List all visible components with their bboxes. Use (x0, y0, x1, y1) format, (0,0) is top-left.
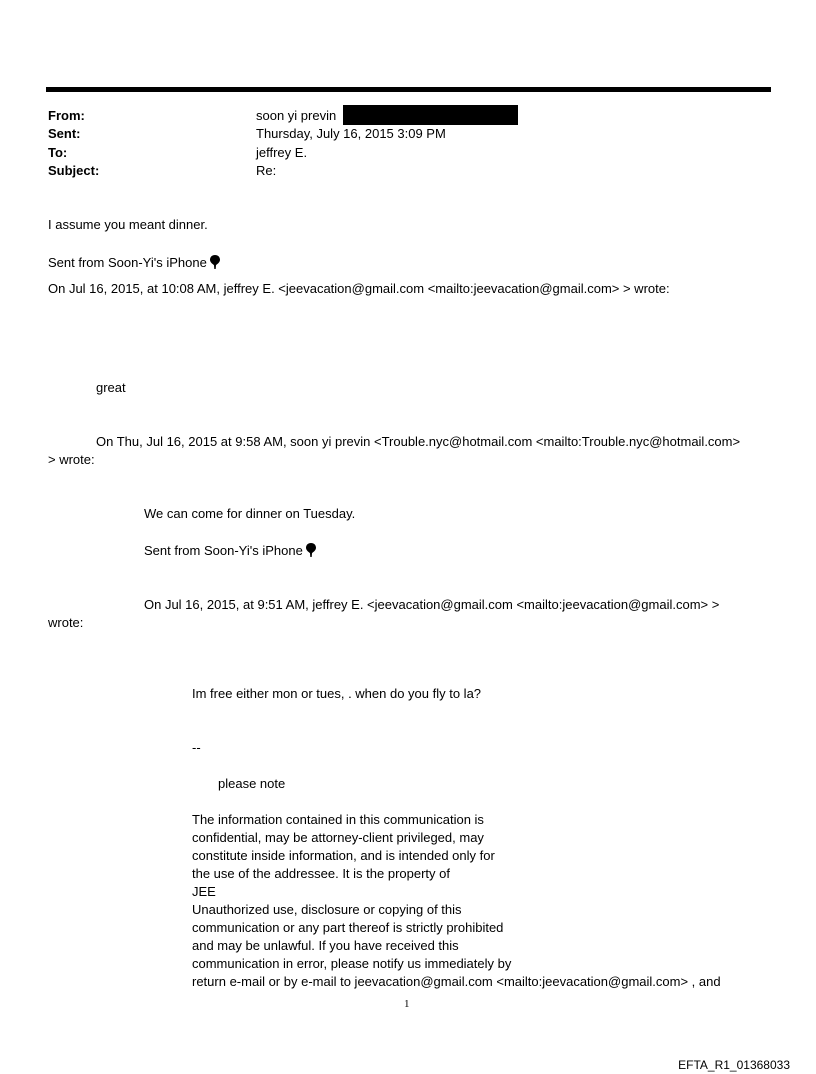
disclaimer-line: and may be unlawful. If you have received this (192, 938, 459, 953)
map-pin-icon (210, 255, 220, 269)
page-number: 1 (404, 998, 410, 1010)
reply-great: great (96, 380, 126, 395)
disclaimer-line: The information contained in this communication is (192, 812, 484, 827)
signature-1 (48, 254, 220, 272)
disclaimer-line: Unauthorized use, disclosure or copying of this (192, 902, 462, 917)
signature-dashes: -- (192, 740, 201, 755)
free-line: Im free either mon or tues, . when do you fly to la? (192, 686, 482, 701)
disclaimer-line: the use of the addressee. It is the property of (192, 866, 450, 881)
quote-2-header-line-1: On Thu, Jul 16, 2015 at 9:58 AM, soon yi previn <Trouble.nyc@hotmail.com <mailto:Trouble.nyc@hotmail.com> (96, 434, 741, 449)
document-id-footer: EFTA_R1_01368033 (678, 1058, 790, 1072)
disclaimer-line: constitute inside information, and is intended only for (192, 848, 495, 863)
disclaimer-line: communication in error, please notify us immediately by (192, 956, 512, 971)
dinner-line: We can come for dinner on Tuesday. (144, 506, 356, 521)
subject-value: Re: (256, 163, 277, 178)
quote-3-header-line-1: On Jul 16, 2015, at 9:51 AM, jeffrey E. <jeevacation@gmail.com <mailto:jeevacation@gmail.com> > (144, 597, 720, 612)
signature-2-text: Sent from Soon-Yi's iPhone (144, 543, 303, 558)
please-note: please note (218, 776, 286, 791)
from-value: soon yi previn (256, 108, 337, 123)
sent-value: Thursday, July 16, 2015 3:09 PM (256, 126, 446, 141)
from-label: From: (48, 108, 85, 123)
signature-2 (144, 542, 316, 560)
header-rule (46, 87, 771, 92)
disclaimer-line: communication or any part thereof is strictly prohibited (192, 920, 504, 935)
disclaimer-line: return e-mail or by e-mail to jeevacation@gmail.com <mailto:jeevacation@gmail.com> , and (192, 974, 721, 989)
signature-1-text: Sent from Soon-Yi's iPhone (48, 255, 207, 270)
map-pin-icon (306, 543, 316, 557)
disclaimer-line: JEE (192, 884, 216, 899)
body-line-1: I assume you meant dinner. (48, 217, 208, 232)
quote-2-header-line-2: > wrote: (48, 452, 95, 467)
quote-1-header: On Jul 16, 2015, at 10:08 AM, jeffrey E. <jeevacation@gmail.com <mailto:jeevacation@gmail.com> > wrote: (48, 281, 670, 296)
disclaimer-line: confidential, may be attorney-client privileged, may (192, 830, 484, 845)
to-label: To: (48, 145, 68, 160)
subject-label: Subject: (48, 163, 100, 178)
redaction-block (343, 105, 518, 125)
sent-label: Sent: (48, 126, 81, 141)
to-value: jeffrey E. (256, 145, 308, 160)
quote-3-header-line-2: wrote: (48, 615, 84, 630)
